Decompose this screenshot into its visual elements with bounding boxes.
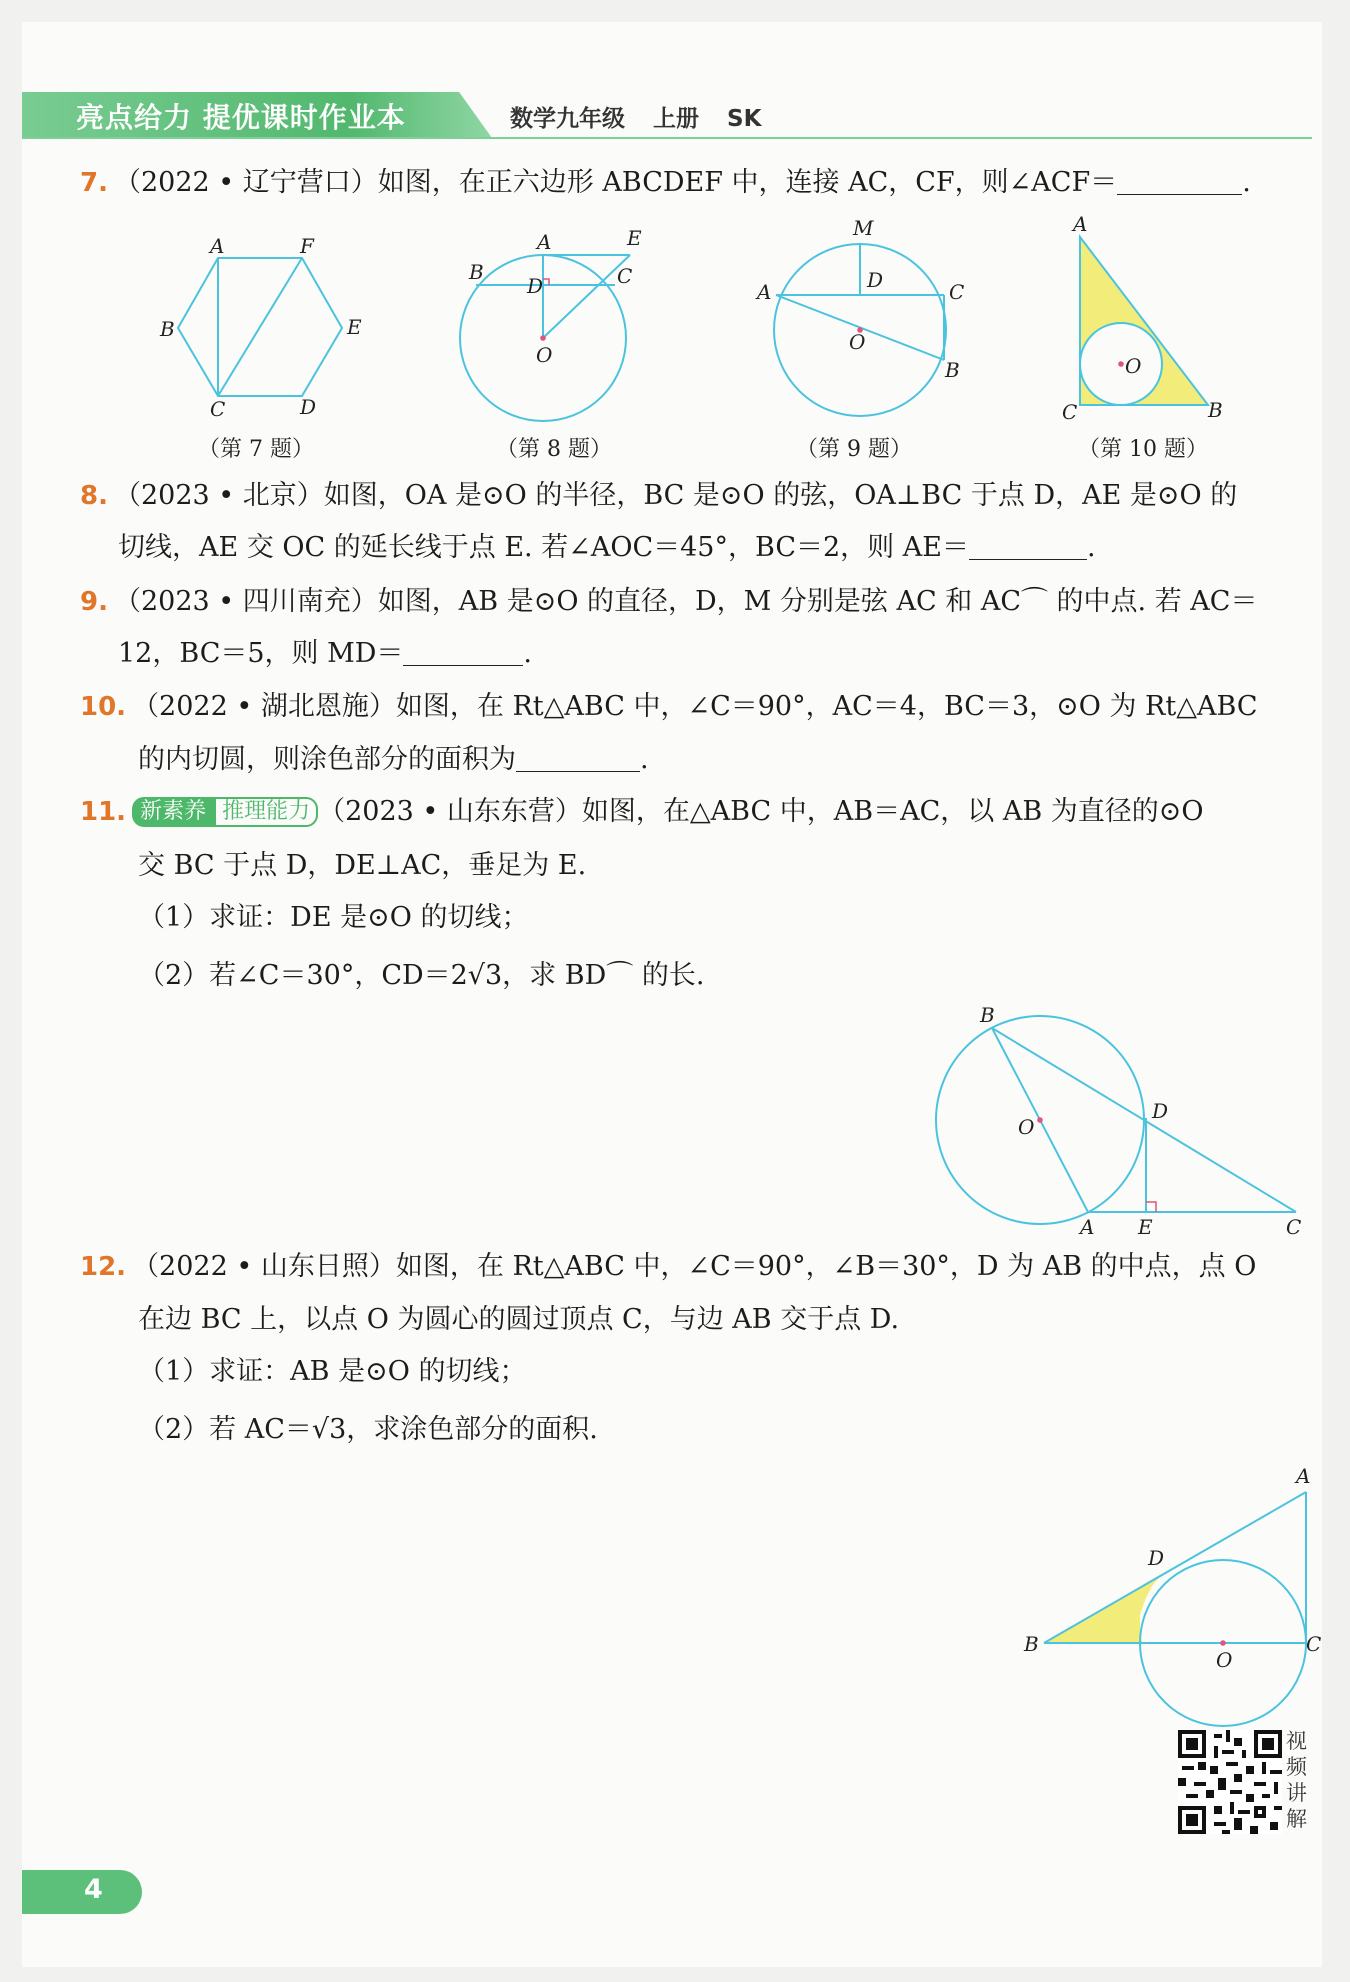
question-line-2: 12，BC＝5，则 MD＝ bbox=[118, 638, 404, 669]
qr-code[interactable] bbox=[1178, 1730, 1282, 1834]
fig10-label-o: O bbox=[1125, 354, 1142, 378]
caption-7: （第 7 题） bbox=[198, 437, 314, 462]
question-text: （2022 • 辽宁营口）如图，在正六边形 ABCDEF 中，连接 AC，CF，则∠ACF＝ bbox=[113, 167, 1118, 198]
fig8-label-b: B bbox=[469, 260, 484, 284]
fig7-label-a: A bbox=[210, 234, 225, 258]
question-11 bbox=[80, 792, 1204, 832]
question-12-line-2: 在边 BC 上，以点 O 为圆心的圆过顶点 C，与边 AB 交于点 D. bbox=[138, 1304, 900, 1335]
fig9-label-a: A bbox=[757, 280, 772, 304]
fig10-label-b: B bbox=[1208, 398, 1223, 422]
page-number-tab bbox=[22, 1870, 142, 1914]
ability-tag: 推理能力 bbox=[214, 797, 318, 827]
fig7-label-e: E bbox=[347, 315, 362, 339]
question-11-line-2: 交 BC 于点 D，DE⊥AC，垂足为 E. bbox=[138, 850, 587, 881]
header-title: 亮点给力 提优课时作业本 bbox=[76, 101, 406, 134]
fig8-label-a: A bbox=[537, 230, 552, 254]
fig7-label-d: D bbox=[300, 395, 317, 419]
question-12-part-2: （2）若 AC＝√3，求涂色部分的面积. bbox=[138, 1414, 598, 1445]
question-number: 10. bbox=[80, 692, 127, 722]
fig11-label-o: O bbox=[1018, 1115, 1035, 1139]
figure-12 bbox=[1020, 1464, 1322, 1735]
fig12-label-c: C bbox=[1306, 1632, 1322, 1656]
fig9-label-c: C bbox=[949, 280, 965, 304]
question-11-part-1: （1）求证：DE 是⊙O 的切线； bbox=[138, 902, 529, 933]
fig12-label-a: A bbox=[1296, 1464, 1311, 1488]
question-line-1: （2022 • 湖北恩施）如图，在 Rt△ABC 中，∠C＝90°，AC＝4，BC＝3，⊙O 为 Rt△ABC bbox=[132, 691, 1258, 722]
literacy-tag: 新素养 bbox=[132, 797, 214, 827]
fig11-label-d: D bbox=[1152, 1099, 1169, 1123]
question-end: . bbox=[1086, 532, 1096, 563]
question-12 bbox=[80, 1247, 1256, 1287]
question-number: 7. bbox=[80, 168, 108, 198]
fig10-label-a: A bbox=[1073, 212, 1088, 236]
fig12-label-o: O bbox=[1216, 1648, 1233, 1672]
fig8-label-e: E bbox=[627, 226, 642, 250]
fig9-label-m: M bbox=[853, 216, 874, 240]
fig11-label-c: C bbox=[1286, 1215, 1302, 1239]
answer-blank bbox=[516, 745, 640, 772]
question-8 bbox=[80, 476, 1237, 516]
question-9-line-2 bbox=[118, 634, 532, 674]
caption-8: （第 8 题） bbox=[496, 437, 612, 462]
question-number: 12. bbox=[80, 1252, 127, 1282]
question-line-2: 切线，AE 交 OC 的延长线于点 E. 若∠AOC＝45°，BC＝2，则 AE＝ bbox=[118, 532, 969, 563]
fig12-label-b: B bbox=[1024, 1632, 1039, 1656]
question-end: . bbox=[523, 638, 533, 669]
fig11-label-b: B bbox=[980, 1003, 995, 1027]
answer-blank bbox=[1117, 168, 1242, 195]
question-number: 8. bbox=[80, 481, 108, 511]
fig11-label-e: E bbox=[1138, 1215, 1153, 1239]
fig7-label-f: F bbox=[300, 234, 314, 258]
caption-9: （第 9 题） bbox=[796, 437, 912, 462]
question-line-1: （2022 • 山东日照）如图，在 Rt△ABC 中，∠C＝90°，∠B＝30°，D 为 AB 的中点，点 O bbox=[132, 1251, 1257, 1282]
caption-10: （第 10 题） bbox=[1078, 437, 1208, 462]
question-end: . bbox=[640, 744, 649, 775]
fig7-label-b: B bbox=[160, 317, 175, 341]
fig8-label-c: C bbox=[617, 264, 633, 288]
figure-10-incircle bbox=[1060, 212, 1240, 425]
question-end: . bbox=[1242, 167, 1251, 198]
answer-blank bbox=[403, 639, 523, 666]
figure-7-hexagon bbox=[160, 228, 362, 421]
fig7-label-c: C bbox=[210, 397, 226, 421]
fig10-label-c: C bbox=[1062, 400, 1078, 424]
question-10 bbox=[80, 687, 1258, 727]
fig11-label-a: A bbox=[1080, 1215, 1095, 1239]
fig8-label-d: D bbox=[527, 274, 544, 298]
question-line-1: （2023 • 北京）如图，OA 是⊙O 的半径，BC 是⊙O 的弦，OA⊥BC 于点 D，AE 是⊙O 的 bbox=[113, 480, 1238, 511]
header-divider bbox=[22, 137, 1312, 139]
question-12-part-1: （1）求证：AB 是⊙O 的切线； bbox=[138, 1356, 527, 1387]
question-8-line-2 bbox=[118, 528, 1096, 568]
question-number: 9. bbox=[80, 587, 108, 617]
question-10-line-2 bbox=[138, 740, 649, 780]
figure-9-circle bbox=[745, 215, 985, 425]
page-number: 4 bbox=[84, 1874, 103, 1905]
fig9-label-o: O bbox=[849, 330, 866, 354]
figure-11 bbox=[930, 1000, 1310, 1240]
qr-label: 视频讲解 bbox=[1286, 1729, 1307, 1831]
fig12-label-d: D bbox=[1148, 1546, 1165, 1570]
question-9 bbox=[80, 582, 1257, 622]
question-7 bbox=[80, 163, 1251, 203]
question-11-part-2: （2）若∠C＝30°，CD＝2√3，求 BD⌒ 的长. bbox=[138, 960, 705, 991]
fig9-label-d: D bbox=[867, 268, 884, 292]
question-number: 11. bbox=[80, 797, 127, 827]
fig9-label-b: B bbox=[945, 358, 960, 382]
fig8-label-o: O bbox=[536, 343, 553, 367]
answer-blank bbox=[969, 533, 1087, 560]
figure-8-circle bbox=[455, 225, 675, 425]
question-line-1: （2023 • 四川南充）如图，AB 是⊙O 的直径，D，M 分别是弦 AC 和 AC⌒ 的中点. 若 AC＝ bbox=[113, 586, 1258, 617]
question-line-2: 的内切圆，则涂色部分的面积为 bbox=[138, 744, 516, 775]
question-line-1: （2023 • 山东东营）如图，在△ABC 中，AB＝AC，以 AB 为直径的⊙O bbox=[318, 796, 1204, 827]
header-subtitle: 数学九年级 上册 SK bbox=[510, 106, 762, 132]
